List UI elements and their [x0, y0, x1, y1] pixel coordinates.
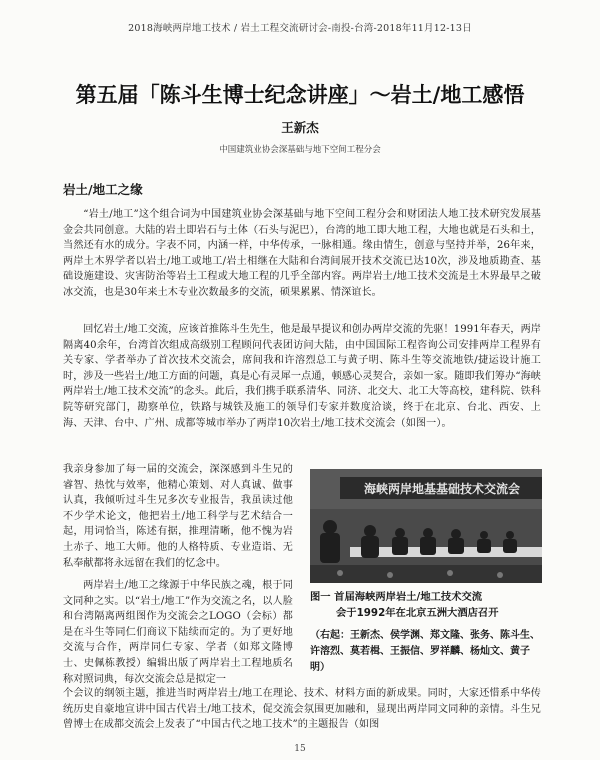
body-paragraph-2 — [63, 322, 541, 431]
paragraph-text: 个会议的纲领主题，推进当时两岸岩土/地工在理论、技术、材料方面的新成果。同时，大家还惜系中华传统历史自豪地宣讲中国古代岩土/地工技术，促交流会氛围更加融和，显现出两岸同文同种的亲情。斗生兄曾博士在成都交流会上发表了“中国古代之地工技术”的主题报告（如图 — [63, 688, 541, 731]
paper-title: 第五届「陈斗生博士纪念讲座」～岩土/地工感悟 — [75, 83, 525, 107]
figure-people-list: （右起：王新杰、侯学渊、郑文隆、张务、陈斗生、许溶烈、莫若楫、王振信、罗祥麟、杨灿文、黄子明） — [310, 630, 540, 673]
caption-line-2: 会于1992年在北京五洲大酒店召开 — [336, 607, 499, 619]
running-header: 2018海峡两岸地工技术 / 岩土工程交流研讨会-南投-台湾-2018年11月12-13日 — [128, 23, 472, 34]
photo-illustration — [310, 469, 542, 583]
body-paragraph-1 — [63, 207, 541, 301]
body-paragraph-3-continued — [63, 686, 541, 733]
figure-caption — [310, 589, 542, 621]
body-paragraph-3 — [63, 578, 293, 687]
section-heading: 岩土/地工之缘 — [63, 182, 143, 197]
paragraph-text: 两岸岩土/地工之缘源于中华民族之魂，根于同文同种之实。以“岩土/地工”作为交流之名，以人脸和台湾隔离两组图作为交流会之LOGO（会标）都是在斗生等同仁们商议下陆续而定的。为了更好地交流与合作，两岸同仁专家、学者（如郑文隆博士、史佩栋教授）编辑出版了两岸岩土工程地质名称对照词典，每次交流会总是拟定一 — [63, 580, 293, 685]
body-paragraph-2-continued — [63, 462, 293, 571]
author-name: 王新杰 — [281, 120, 319, 135]
banner-text: 海峡两岸地基基础技术交流会 — [363, 482, 521, 496]
author-affiliation: 中国建筑业协会深基础与地下空间工程分会 — [219, 145, 381, 155]
caption-line-1: 图一 首届海峡两岸岩土/地工技术交流 — [310, 591, 483, 603]
conference-photo — [310, 469, 542, 583]
paragraph-text: 我亲身参加了每一届的交流会，深深感到斗生兄的睿智、热忱与效率，他精心策划、对人真诚、做事认真，我倾听过斗生兄多次专业报告，我虽读过他不少学术论文，他把岩土/地工科学与艺术结合一起，用词恰当，陈述有据，推理清晰，他不愧为岩土赤子、地工大师。他的人格特质、专业造诣、无私奉献都将永远留在我们的忆念中。 — [63, 464, 293, 569]
paragraph-text: 回忆岩土/地工交流，应该首推陈斗生先生，他是最早提议和创办两岸交流的先驱！1991年春天，两岸隔离40余年，台湾首次组成高级别工程顾问代表团访问大陆，由中国国际工程咨询公司安排两岸工程界有关专家、学者举办了首次技术交流会，席间我和许溶烈总工与黄子明、陈斗生等交流地铁/捷运设计施工时，涉及一些岩土/地工方面的问题，真是心有灵犀一点通，顿感心灵契合，亲如一家。随即我们筹办“海峡两岸岩土/地工技术交流”的念头。此后，我们携手联系清华、同济、北交大、北工大等高校，建科院、铁科院等研究部门，勘察单位，铁路与城铁及施工的领导们专家并数度洽谈，终于在北京、台北、西安、上海、天津、台中、广州、成都等城市举办了两岸10次岩土/地工技术交流会（如图一）。 — [63, 324, 541, 429]
page-number: 15 — [294, 744, 306, 754]
paragraph-text: “岩土/地工”这个组合词为中国建筑业协会深基础与地下空间工程分会和财团法人地工技术研究发展基金会共同创意。大陆的岩土即岩石与土体（石头与泥巴），台湾的地工即大地工程，大地也就是石头和土，当然还有水的成分。字表不同，内涵一样，中华传承，一脉相通。缘由情生，创意与坚持并举，26年来，两岸土木界学者以岩土/地工或地工/岩土相继在大陆和台湾间展开技术交流已达10次，涉及地质勘查、基础设施建设、灾害防治等岩土工程或大地工程的几乎全部内容。两岸岩土/地工技术交流是土木界最早之破冰交流，也是30年来土木专业次数最多的交流，硕果累累、情深谊长。 — [63, 209, 541, 298]
